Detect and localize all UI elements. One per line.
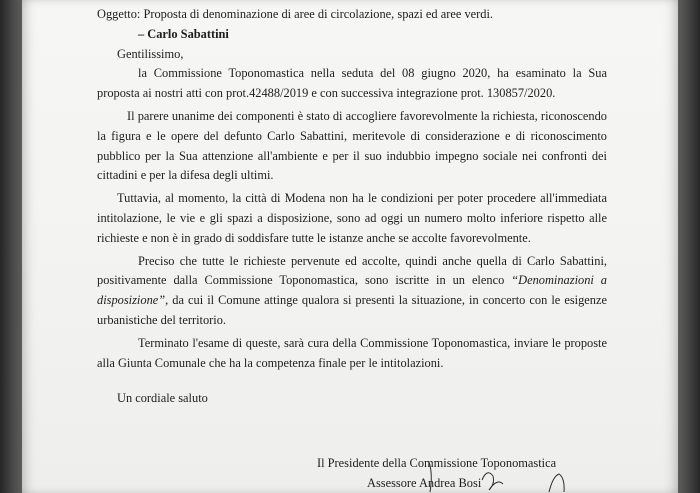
paragraph-unanimous-opinion: Il parere unanime dei componenti è stato di accogliere favorevolmente la richiesta, riconoscendo la figura e le opere del defunto Carlo Sabattini, meritevole di considerazione e di riconoscimento pubblico per la Sua attenzione all'ambiente e per il suo indubbio impegno sociale nei confronti dei cittadini e per la difesa degli ultimi. (97, 108, 607, 183)
list-name-italic: “Denominazioni a disposizione” (97, 273, 607, 308)
letter-greeting: Gentilissimo, (117, 46, 184, 61)
paragraph-next-steps: Terminato l'esame di queste, sarà cura della Commissione Toponomastica, inviare le proposte alla Giunta Comunale che ha la competenza finale per le intitolazioni. (97, 335, 607, 370)
paragraph-text-part: , da cui il Comune attinge qualora si presenti la situazione, in concerto con le esigenze urbanistiche del territorio. (97, 293, 607, 327)
signature-block (317, 454, 617, 493)
letter-body (97, 5, 607, 409)
paragraph-available-names-list (97, 252, 607, 331)
signature-title: Il Presidente della Commissione Toponomastica (317, 456, 557, 470)
letter-paper (22, 0, 678, 493)
letter-closing: Un cordiale saluto (117, 391, 208, 406)
paragraph-text-part: Preciso che tutte le richieste pervenute ed accolte, quindi anche quella di Carlo Sabattini, positivamente dalla Commissione Toponomastica, sono iscritte in un elenco (97, 253, 607, 288)
letter-subject: Oggetto: Proposta di denominazione di aree di circolazione, spazi ed aree verdi. (97, 7, 494, 21)
photo-frame-right-edge (678, 0, 700, 493)
letter-recipient: – Carlo Sabattini (138, 26, 229, 41)
paragraph-current-conditions: Tuttavia, al momento, la città di Modena non ha le condizioni per poter procedere all'immediata intitolazione, le vie e gli spazi a disposizione, sono ad oggi un numero molto inferiore rispetto alle richieste e non è in grado di soddisfare tutte le istanze anche se accolte favorevolmente. (97, 191, 607, 245)
handwritten-signature-icon (317, 454, 617, 493)
signature-name: Assessore Andrea Bosi (367, 475, 482, 490)
photo-frame-left-edge (0, 0, 22, 493)
paragraph-commission-review: la Commissione Toponomastica nella seduta del 08 giugno 2020, ha esaminato la Sua proposta ai nostri atti con prot.42488/2019 e con successiva integrazione prot. 130857/2020. (97, 66, 607, 101)
